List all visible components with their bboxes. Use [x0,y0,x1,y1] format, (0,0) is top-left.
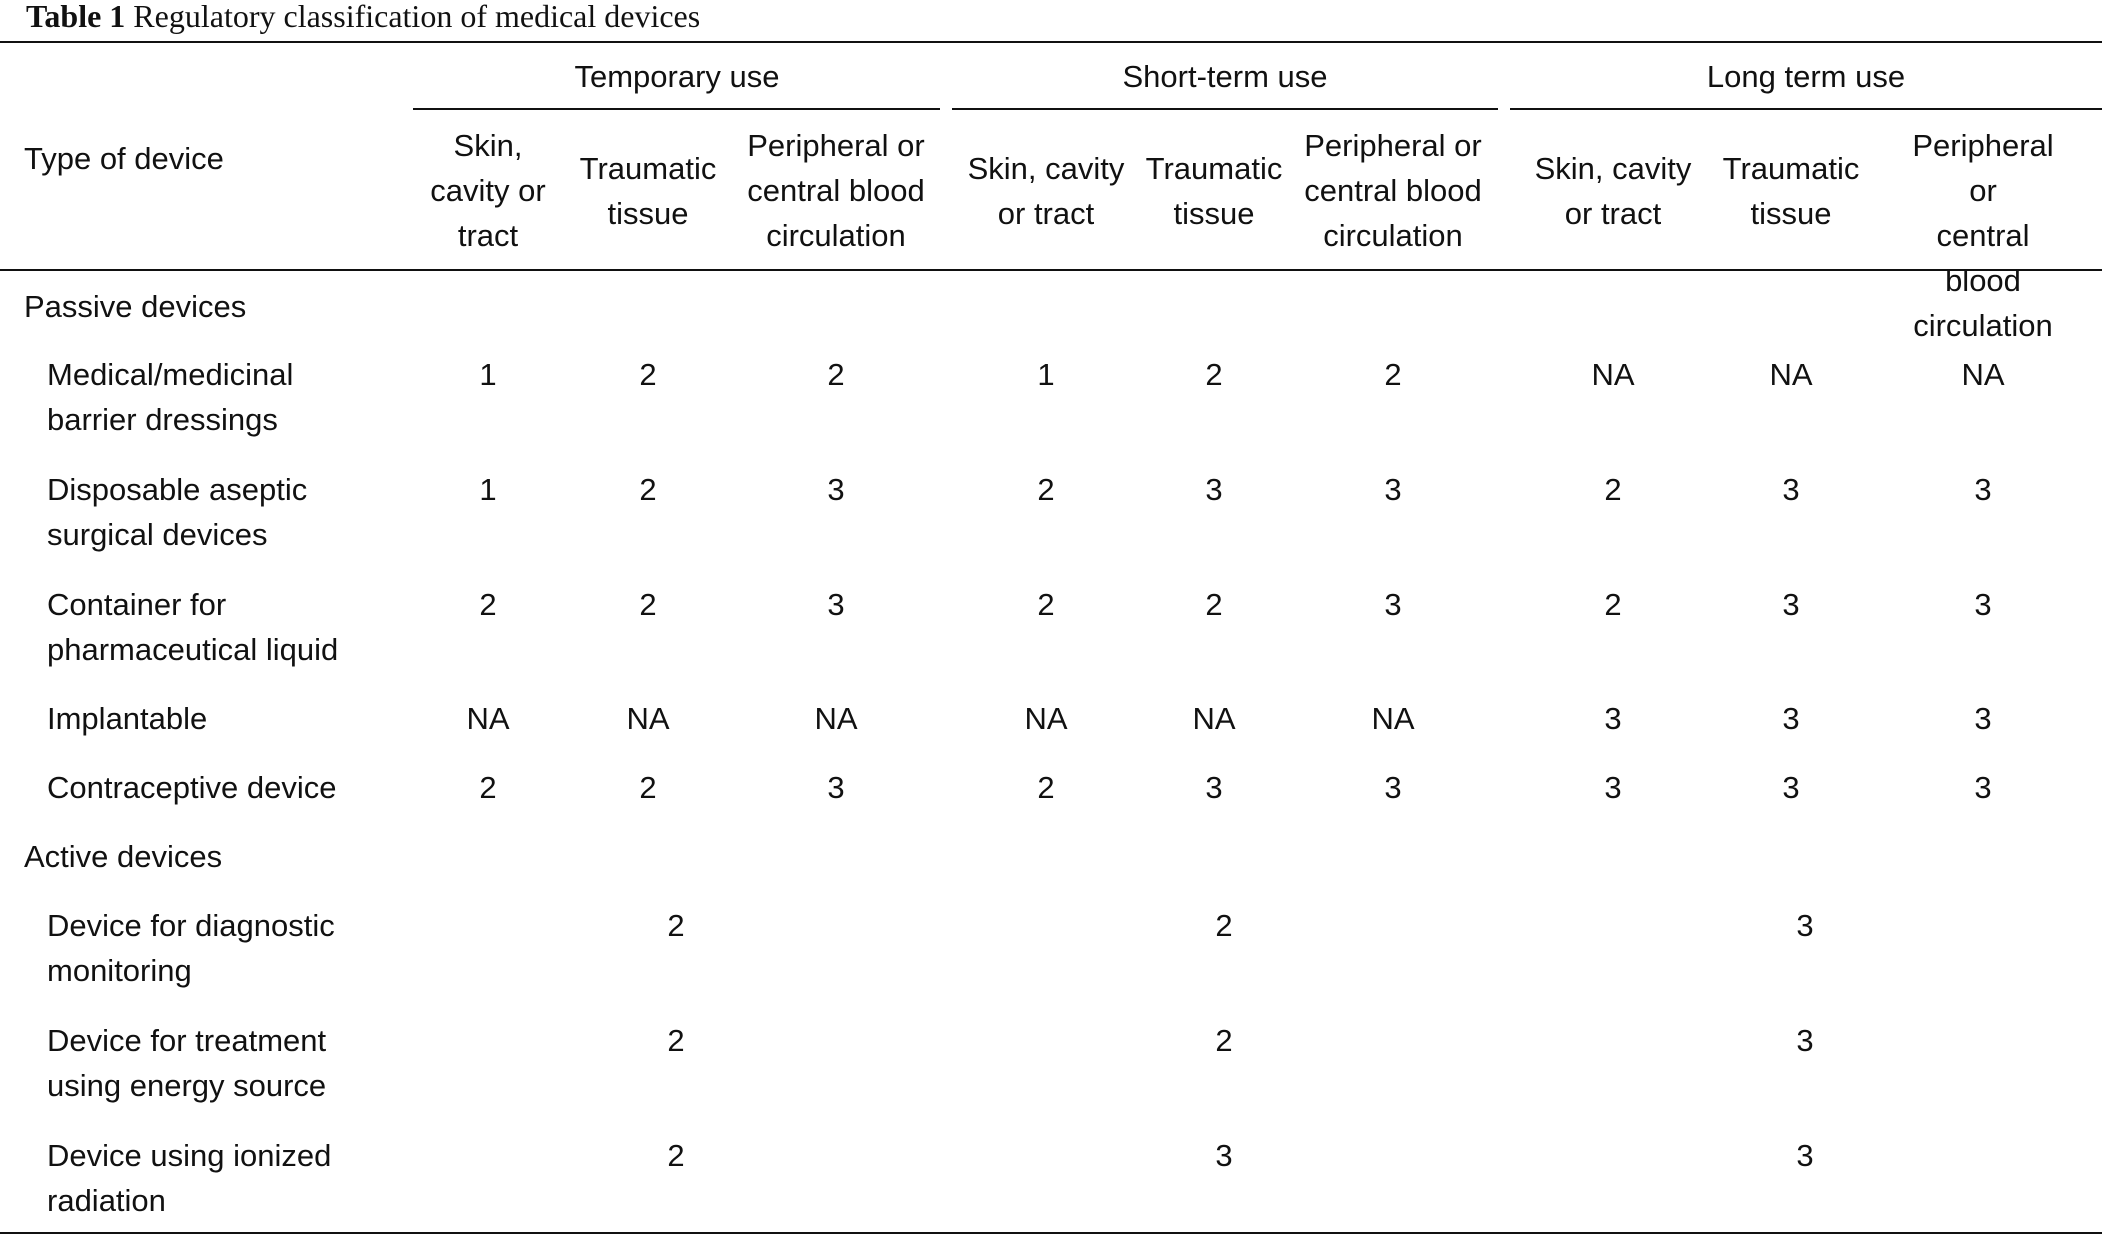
row-label: Container for pharmaceutical liquid [47,587,339,667]
group-underline-long-term [1510,108,2102,110]
table-cell: 2 [639,770,657,805]
table-cell: 2 [1205,587,1223,622]
row-label: Disposable aseptic surgical devices [47,472,308,552]
table-cell: 3 [1384,770,1402,805]
table-cell: NA [814,701,858,736]
table-cell: 2 [1604,587,1622,622]
table-cell: 2 [479,770,497,805]
table-cell: 3 [1974,587,1992,622]
row-label: Implantable [47,701,208,736]
table-cell: 1 [1037,357,1055,392]
table-cell: 3 [1782,472,1800,507]
table-cell: 2 [667,1138,685,1173]
table-cell: 3 [1796,1023,1814,1058]
row-label: Device for diagnostic monitoring [47,908,335,988]
table-cell: NA [1024,701,1068,736]
table-cell: 3 [1384,587,1402,622]
table-cell: 3 [1782,587,1800,622]
table-cell: NA [1371,701,1415,736]
subcol-header: Traumatic tissue [1722,151,1860,231]
group-header-long-term: Long term use [1706,59,1906,94]
table-cell: 2 [1037,472,1055,507]
subcol-header: Skin, cavity or tract [967,151,1125,231]
table-cell: 1 [479,357,497,392]
row-label: Device using ionized radiation [47,1138,332,1218]
table-cell: 3 [827,472,845,507]
table-cell: 2 [1384,357,1402,392]
bottom-rule [0,1232,2102,1234]
section-title-passive: Passive devices [24,289,247,324]
table-cell: 2 [1604,472,1622,507]
group-underline-short-term [952,108,1498,110]
table-cell: NA [1192,701,1236,736]
table-cell: 3 [1205,770,1223,805]
table-cell: NA [1769,357,1813,392]
subcol-header: Traumatic tissue [579,151,717,231]
table-cell: 3 [1782,770,1800,805]
section-title-active: Active devices [24,839,223,874]
table-cell: 3 [1974,472,1992,507]
table-cell: 2 [639,357,657,392]
table-cell: 3 [1215,1138,1233,1173]
table-cell: 1 [479,472,497,507]
table-cell: 3 [1974,701,1992,736]
table-cell: 2 [639,472,657,507]
table-cell: 2 [1037,770,1055,805]
table-cell: 2 [827,357,845,392]
table-cell: NA [1591,357,1635,392]
table-number: Table 1 [26,0,126,34]
subcol-header: Skin, cavity or tract [1534,151,1692,231]
table-cell: 3 [1782,701,1800,736]
table-cell: 3 [1384,472,1402,507]
row-label: Device for treatment using energy source [47,1023,327,1103]
table-cell: NA [466,701,510,736]
table-cell: 2 [667,1023,685,1058]
row-label-header: Type of device [24,141,224,176]
subcol-header: Peripheral or central blood circulation [1912,128,2054,343]
table-cell: 3 [1205,472,1223,507]
table-cell: 2 [1215,908,1233,943]
group-header-short-term: Short-term use [1122,59,1328,94]
table-cell: 2 [639,587,657,622]
row-label: Medical/medicinal barrier dressings [47,357,294,437]
table-title: Regulatory classification of medical devices [133,0,701,34]
table-cell: 3 [1796,1138,1814,1173]
subcol-header: Peripheral or central blood circulation [747,128,925,253]
table-cell: 3 [1604,770,1622,805]
table-cell: 3 [1604,701,1622,736]
subcol-header: Peripheral or central blood circulation [1304,128,1482,253]
table-cell: 3 [827,770,845,805]
table-caption [26,0,700,35]
table-cell: NA [626,701,670,736]
top-rule [0,41,2102,43]
row-label: Contraceptive device [47,770,337,805]
table-cell: 2 [479,587,497,622]
subcol-header: Traumatic tissue [1145,151,1283,231]
group-underline-temporary [413,108,940,110]
group-header-temporary: Temporary use [574,59,780,94]
table-cell: 3 [827,587,845,622]
subcol-header: Skin, cavity or tract [430,128,546,253]
table-cell: 2 [1037,587,1055,622]
table-cell: 3 [1974,770,1992,805]
table-cell: NA [1961,357,2005,392]
table-cell: 3 [1796,908,1814,943]
header-rule [0,269,2102,271]
table-cell: 2 [667,908,685,943]
table-cell: 2 [1215,1023,1233,1058]
table-cell: 2 [1205,357,1223,392]
